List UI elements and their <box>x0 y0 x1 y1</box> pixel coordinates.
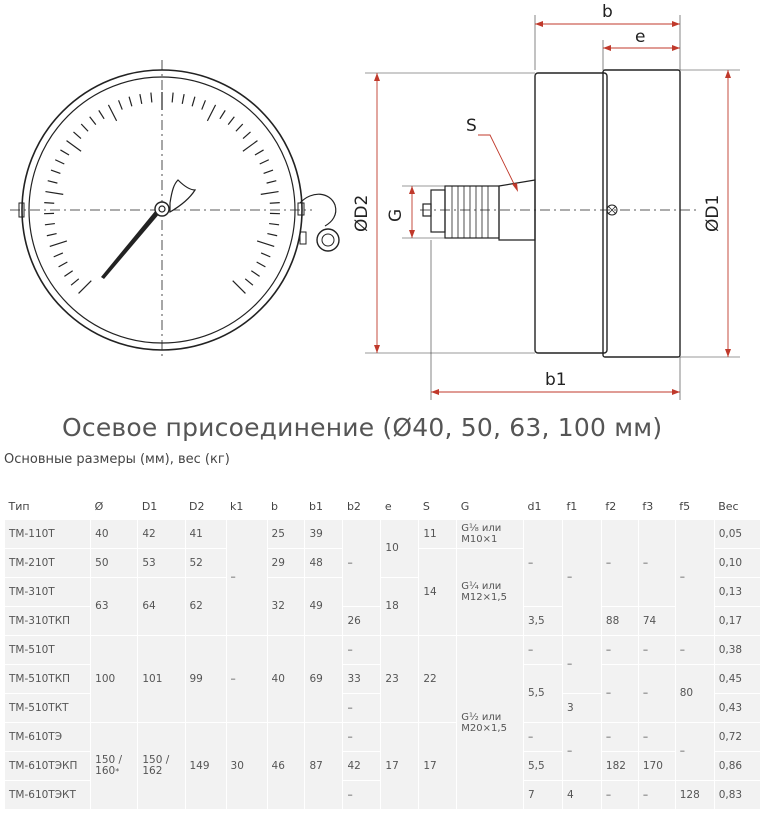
cell: 74 <box>638 607 675 636</box>
diam-text: 150 / <box>95 754 123 766</box>
cell: 17 <box>419 723 457 810</box>
g-text: G¹⁄₂ или <box>461 711 502 723</box>
table-row <box>5 520 761 549</box>
cell: 4 <box>562 781 601 810</box>
cell: – <box>638 665 675 723</box>
scale-tick <box>47 234 57 236</box>
scale-tick <box>45 224 55 225</box>
table-header-row <box>5 493 761 520</box>
scale-tick <box>55 160 64 164</box>
scale-tick <box>59 262 68 267</box>
type-cell: ТМ-610ТЭКТ <box>5 781 91 810</box>
cell: – <box>343 723 381 752</box>
header-cell: d1 <box>523 493 562 520</box>
cell: 26 <box>343 607 381 636</box>
cell: 88 <box>601 607 638 636</box>
dim-label-s: S <box>466 116 477 136</box>
dim-label-g: G <box>386 208 406 222</box>
cell: 62 <box>185 578 226 636</box>
cell: 33 <box>343 665 381 694</box>
scale-tick <box>44 203 54 204</box>
header-cell: b <box>267 493 305 520</box>
cell: 40 <box>267 636 305 723</box>
scale-tick <box>202 100 206 109</box>
header-cell: D2 <box>185 493 226 520</box>
scale-tick <box>140 94 142 104</box>
cell: 18 <box>381 578 419 636</box>
dim-label-e: e <box>635 27 646 47</box>
weight-cell: 0,43 <box>714 694 760 723</box>
cell: 49 <box>305 578 343 636</box>
scale-tick <box>50 241 67 247</box>
cell <box>138 723 185 810</box>
scale-tick <box>220 110 225 118</box>
scale-tick <box>119 100 123 109</box>
scale-tick <box>99 110 104 118</box>
header-cell: G <box>457 493 524 520</box>
cell: 63 <box>91 578 138 636</box>
cell: 5,5 <box>523 752 562 781</box>
scale-tick <box>269 224 279 225</box>
cell: – <box>601 723 638 752</box>
scale-tick <box>192 97 195 107</box>
weight-cell: 0,38 <box>714 636 760 665</box>
cell: – <box>226 520 267 636</box>
cell: 5,5 <box>523 665 562 723</box>
cell: – <box>523 520 562 607</box>
scale-tick <box>233 281 246 294</box>
cell: – <box>523 636 562 665</box>
scale-tick <box>264 170 273 173</box>
scale-tick <box>261 253 270 257</box>
header-cell: Ø <box>91 493 138 520</box>
cell: 29 <box>267 549 305 578</box>
weight-cell: 0,17 <box>714 607 760 636</box>
cell: 53 <box>138 549 185 578</box>
header-cell: f5 <box>675 493 714 520</box>
table-caption: Основные размеры (мм), вес (кг) <box>4 452 230 467</box>
scale-tick <box>236 124 243 131</box>
scale-tick <box>182 94 184 104</box>
cell: 149 <box>185 723 226 810</box>
type-cell: ТМ-110Т <box>5 520 91 549</box>
scale-tick <box>260 160 269 164</box>
diam-text: 160 <box>95 765 116 777</box>
type-cell: ТМ-310ТКП <box>5 607 91 636</box>
cell: – <box>638 781 675 810</box>
scale-tick <box>267 181 277 183</box>
d1-text: 162 <box>142 765 163 777</box>
scale-tick <box>267 234 277 236</box>
type-cell: ТМ-310Т <box>5 578 91 607</box>
scale-tick <box>129 97 132 107</box>
type-cell: ТМ-510Т <box>5 636 91 665</box>
scale-tick <box>67 141 82 152</box>
cell: 32 <box>267 578 305 636</box>
needle-counterweight <box>170 180 195 212</box>
cell: 99 <box>185 636 226 723</box>
header-cell: b1 <box>305 493 343 520</box>
gauge-side-view <box>420 70 700 357</box>
scale-tick <box>90 117 96 125</box>
cell: – <box>601 636 638 665</box>
cell: 128 <box>675 781 714 810</box>
header-cell: f1 <box>562 493 601 520</box>
dim-label-b: b <box>602 2 613 22</box>
scale-tick <box>54 253 63 257</box>
weight-cell: 0,45 <box>714 665 760 694</box>
header-cell: e <box>381 493 419 520</box>
cell: 101 <box>138 636 185 723</box>
header-cell: Вес <box>714 493 760 520</box>
cell: 23 <box>381 636 419 723</box>
type-cell: ТМ-210Т <box>5 549 91 578</box>
cell: 42 <box>138 520 185 549</box>
cell: – <box>638 723 675 752</box>
scale-tick <box>255 150 264 155</box>
cell: – <box>343 781 381 810</box>
cell: 48 <box>305 549 343 578</box>
scale-tick <box>243 132 251 139</box>
g-text: M20×1,5 <box>461 722 507 734</box>
cell: 39 <box>305 520 343 549</box>
type-cell: ТМ-510ТКП <box>5 665 91 694</box>
d1-text: 150 / <box>142 754 170 766</box>
cell: – <box>226 636 267 723</box>
cell: – <box>343 694 381 723</box>
cell: – <box>601 665 638 723</box>
cell: 100 <box>91 636 138 723</box>
cell: 22 <box>419 636 457 723</box>
cell: 87 <box>305 723 343 810</box>
cell: – <box>343 636 381 665</box>
scale-tick <box>73 132 81 139</box>
cell: 17 <box>381 723 419 810</box>
cell: – <box>343 520 381 607</box>
cell <box>457 636 524 810</box>
scale-tick <box>51 170 60 173</box>
cell: 30 <box>226 723 267 810</box>
weight-cell: 0,05 <box>714 520 760 549</box>
weight-cell: 0,86 <box>714 752 760 781</box>
cell: 46 <box>267 723 305 810</box>
cell: 11 <box>419 520 457 549</box>
scale-tick <box>60 150 69 155</box>
scale-tick <box>172 93 173 103</box>
dimensions-table <box>4 493 761 810</box>
scale-tick <box>48 181 58 183</box>
cell: – <box>601 781 638 810</box>
g-text: G¹⁄₈ или <box>461 523 502 534</box>
g-text: M12×1,5 <box>461 592 507 603</box>
scale-tick <box>79 281 92 294</box>
header-cell: k1 <box>226 493 267 520</box>
cell: – <box>562 723 601 781</box>
cell: 69 <box>305 636 343 723</box>
table-row <box>5 723 761 752</box>
gauge-front-view <box>10 60 339 360</box>
weight-cell: 0,83 <box>714 781 760 810</box>
dim-label-b1: b1 <box>545 370 567 390</box>
header-cell: S <box>419 493 457 520</box>
scale-tick <box>45 192 63 195</box>
scale-tick <box>207 105 215 121</box>
cell: – <box>638 520 675 607</box>
weight-cell: 0,10 <box>714 549 760 578</box>
scale-tick <box>71 279 79 285</box>
cell: 42 <box>343 752 381 781</box>
header-cell: f2 <box>601 493 638 520</box>
type-cell: ТМ-610ТЭКП <box>5 752 91 781</box>
scale-tick <box>228 117 234 125</box>
cell: 7 <box>523 781 562 810</box>
scale-tick <box>261 192 279 195</box>
cell: – <box>638 636 675 665</box>
scale-tick <box>151 93 152 103</box>
cell: 52 <box>185 549 226 578</box>
scale-tick <box>257 262 266 267</box>
scale-tick <box>64 271 72 277</box>
cell: – <box>675 520 714 636</box>
page-title: Осевое присоединение (Ø40, 50, 63, 100 мм) <box>62 413 663 442</box>
cell <box>91 723 138 810</box>
gauge-needle <box>101 210 160 279</box>
cell: – <box>523 723 562 752</box>
cell: 80 <box>675 665 714 723</box>
footnote-mark: * <box>115 767 120 776</box>
weight-cell: 0,13 <box>714 578 760 607</box>
table-row <box>5 636 761 665</box>
cell: 41 <box>185 520 226 549</box>
cell: – <box>675 723 714 781</box>
cell: 64 <box>138 578 185 636</box>
cell: 3,5 <box>523 607 562 636</box>
cell: 170 <box>638 752 675 781</box>
header-cell: Тип <box>5 493 91 520</box>
cell: – <box>601 520 638 607</box>
scale-tick <box>108 105 116 121</box>
cell: – <box>562 636 601 694</box>
scale-tick <box>251 271 259 277</box>
dim-label-d2: ØD2 <box>352 194 372 232</box>
scale-tick <box>270 203 280 204</box>
header-cell: b2 <box>343 493 381 520</box>
cell: – <box>562 520 601 636</box>
header-cell: D1 <box>138 493 185 520</box>
cell: 182 <box>601 752 638 781</box>
cell: 25 <box>267 520 305 549</box>
type-cell: ТМ-610ТЭ <box>5 723 91 752</box>
scale-tick <box>257 241 274 247</box>
cell: 40 <box>91 520 138 549</box>
g-text: M10×1 <box>461 534 498 545</box>
scale-tick <box>81 124 88 131</box>
scale-tick <box>245 279 253 285</box>
cell <box>457 549 524 636</box>
cell <box>457 520 524 549</box>
scale-tick <box>243 141 258 152</box>
cell: – <box>675 636 714 665</box>
header-cell: f3 <box>638 493 675 520</box>
cell: 14 <box>419 549 457 636</box>
type-cell: ТМ-510ТКТ <box>5 694 91 723</box>
technical-drawing <box>0 0 761 400</box>
cell: 10 <box>381 520 419 578</box>
weight-cell: 0,72 <box>714 723 760 752</box>
cell: 3 <box>562 694 601 723</box>
dim-label-d1: ØD1 <box>703 194 723 232</box>
g-text: G¹⁄₄ или <box>461 581 502 592</box>
cell: 50 <box>91 549 138 578</box>
